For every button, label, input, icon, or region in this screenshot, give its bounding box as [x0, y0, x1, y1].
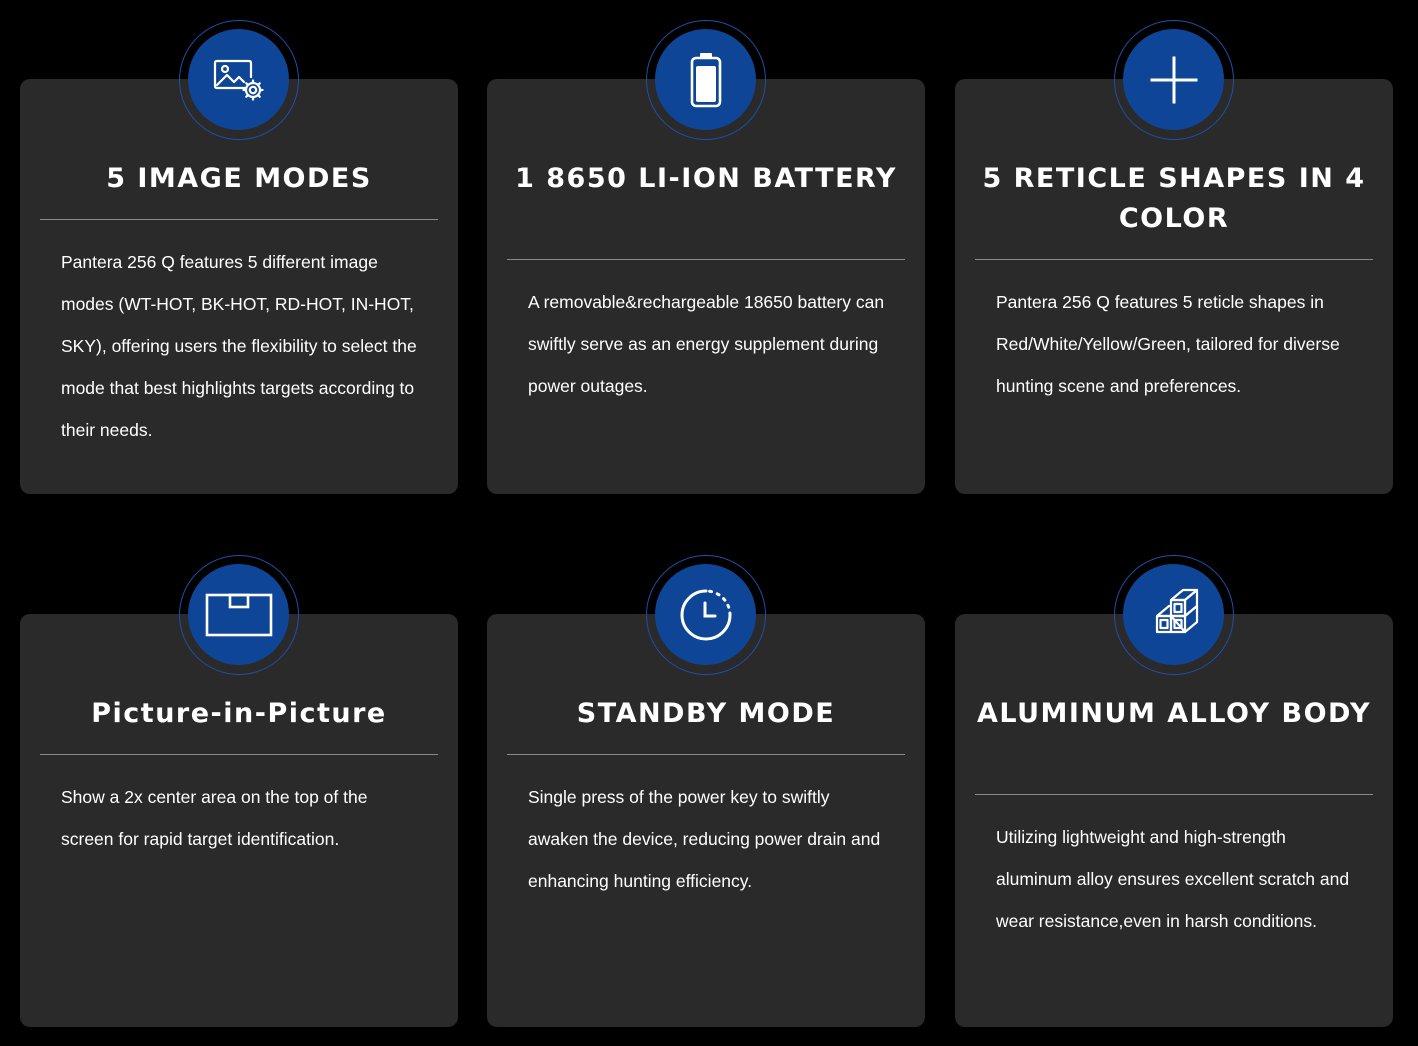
picture-in-picture-icon [205, 593, 273, 637]
feature-description: Utilizing lightweight and high-strength aluminum alloy ensures excellent scratch and wear resistance,even in harsh conditions. [996, 827, 1350, 931]
icon-badge [1114, 555, 1234, 675]
feature-title: 5 IMAGE MODES [106, 163, 372, 194]
feature-title: 5 RETICLE SHAPES IN 4 COLOR [982, 163, 1366, 234]
divider [507, 259, 905, 260]
clock-standby-icon [678, 587, 734, 643]
feature-card-picture-in-picture [20, 614, 458, 1027]
divider [40, 219, 438, 220]
feature-title: 1 8650 LI-ION BATTERY [515, 163, 897, 194]
feature-description: Show a 2x center area on the top of the screen for rapid target identification. [61, 787, 368, 849]
feature-title: STANDBY MODE [576, 698, 836, 729]
divider [40, 754, 438, 755]
feature-card-image-modes [20, 79, 458, 494]
icon-badge [646, 555, 766, 675]
feature-description: Pantera 256 Q features 5 reticle shapes in Red/White/Yellow/Green, tailored for diverse hunting scene and preferences. [996, 292, 1340, 396]
feature-card-battery [487, 79, 925, 494]
feature-card-aluminum-body [955, 614, 1393, 1027]
icon-badge [646, 20, 766, 140]
feature-description: A removable&rechargeable 18650 battery can swiftly serve as an energy supplement during power outages. [528, 292, 885, 396]
icon-badge [1114, 20, 1234, 140]
divider [975, 259, 1373, 260]
divider [975, 794, 1373, 795]
feature-card-standby [487, 614, 925, 1027]
feature-card-reticle [955, 79, 1393, 494]
feature-description: Pantera 256 Q features 5 different image modes (WT-HOT, BK-HOT, RD-HOT, IN-HOT, SKY), offering users the flexibility to select the mode that best highlights targets according to their needs. [61, 252, 417, 440]
plus-reticle-icon [1150, 56, 1198, 104]
aluminum-blocks-icon [1145, 586, 1203, 644]
feature-title: ALUMINUM ALLOY BODY [976, 698, 1372, 729]
battery-icon [690, 52, 722, 108]
divider [507, 754, 905, 755]
feature-title: Picture-in-Picture [91, 698, 387, 729]
feature-description: Single press of the power key to swiftly awaken the device, reducing power drain and enhancing hunting efficiency. [528, 787, 881, 891]
image-settings-icon [213, 59, 265, 101]
icon-badge [179, 20, 299, 140]
icon-badge [179, 555, 299, 675]
